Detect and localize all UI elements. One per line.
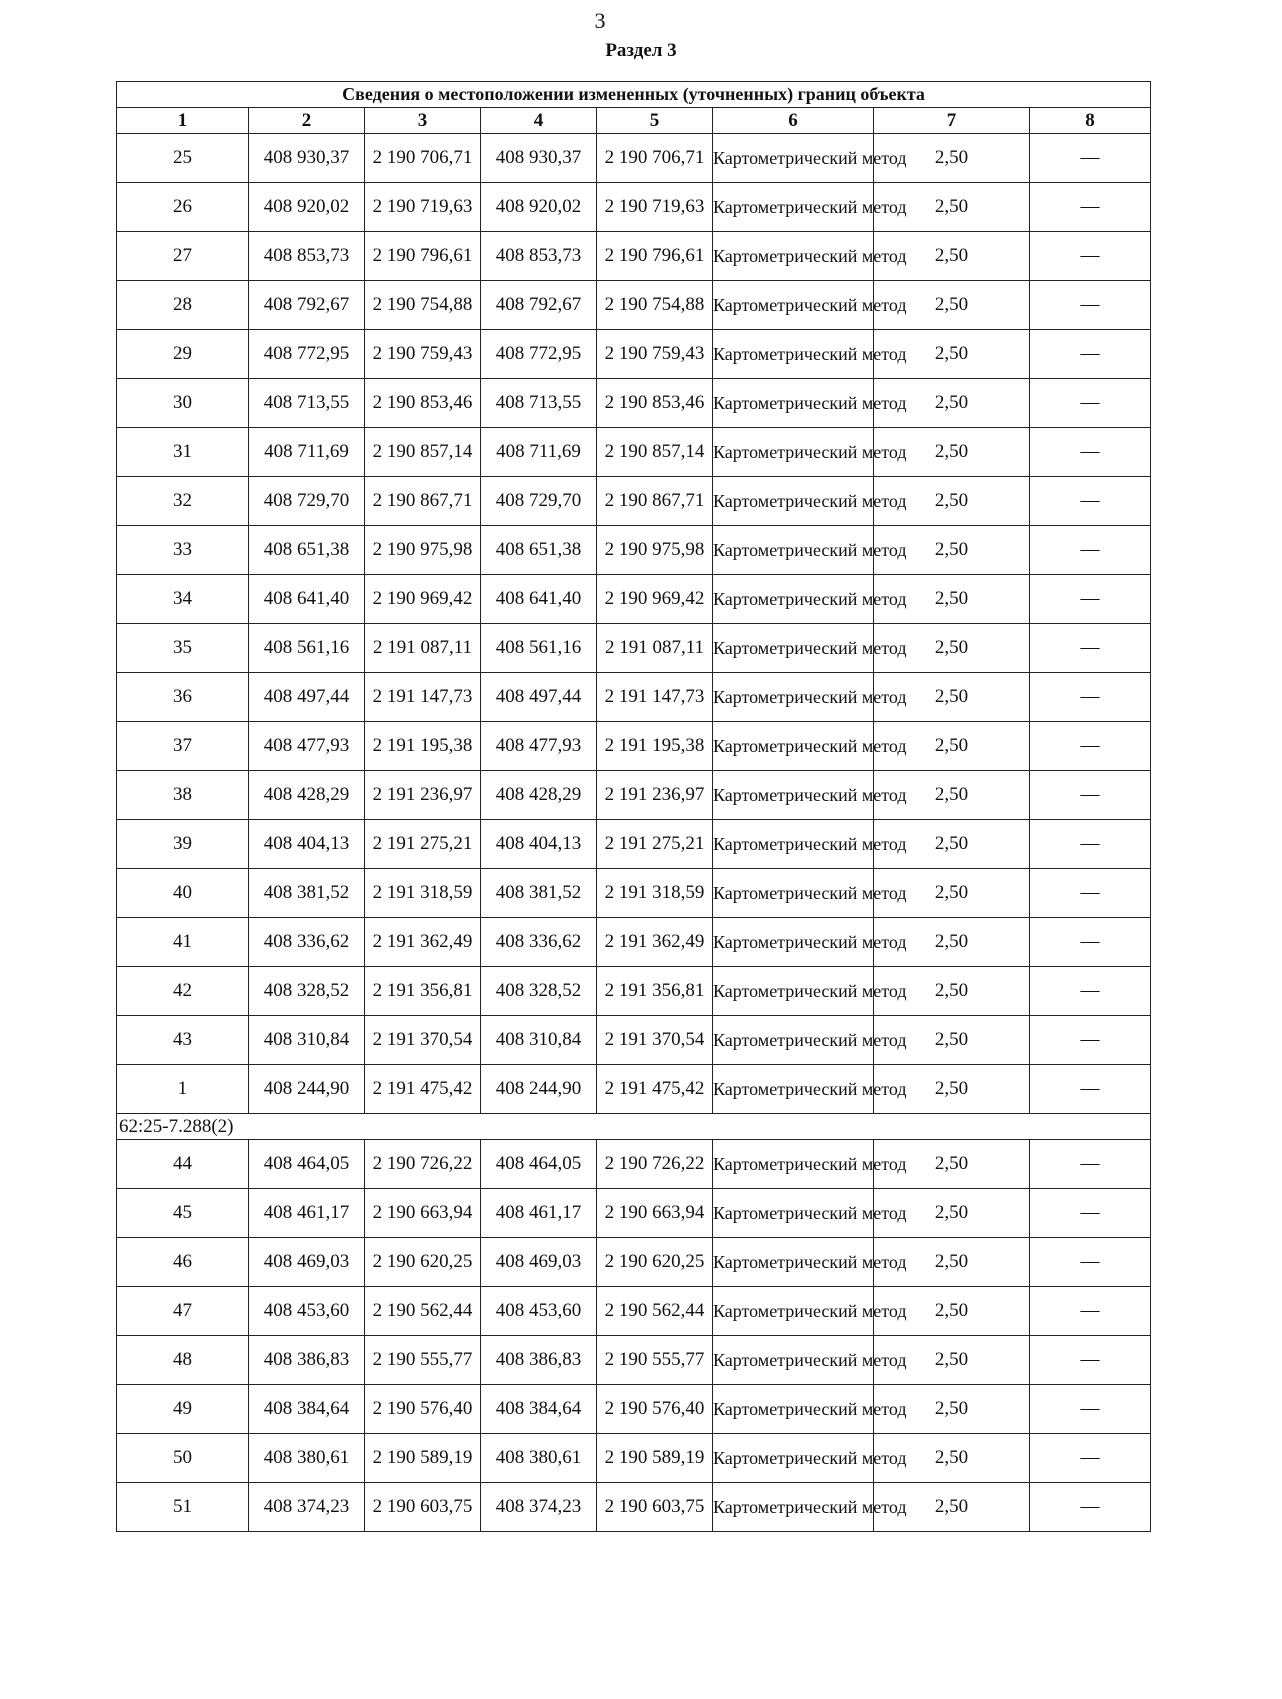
x-old-cell: 408 920,02 — [249, 183, 365, 232]
y-old-cell: 2 190 867,71 — [365, 477, 481, 526]
description-cell: — — [1030, 1140, 1151, 1189]
table-row — [117, 1238, 1151, 1287]
y-new-cell: 2 190 620,25 — [597, 1238, 713, 1287]
x-old-cell: 408 651,38 — [249, 526, 365, 575]
description-cell: — — [1030, 624, 1151, 673]
method-cell: Картометрический метод — [713, 477, 874, 526]
x-old-cell: 408 477,93 — [249, 722, 365, 771]
method-cell: Картометрический метод — [713, 281, 874, 330]
point-number-cell: 28 — [117, 281, 249, 330]
table-row — [117, 820, 1151, 869]
x-new-cell: 408 404,13 — [481, 820, 597, 869]
table-row — [117, 771, 1151, 820]
x-new-cell: 408 453,60 — [481, 1287, 597, 1336]
y-new-cell: 2 190 576,40 — [597, 1385, 713, 1434]
x-old-cell: 408 561,16 — [249, 624, 365, 673]
y-old-cell: 2 190 706,71 — [365, 134, 481, 183]
description-cell: — — [1030, 330, 1151, 379]
description-cell: — — [1030, 1238, 1151, 1287]
y-old-cell: 2 190 719,63 — [365, 183, 481, 232]
point-number-cell: 36 — [117, 673, 249, 722]
y-new-cell: 2 191 356,81 — [597, 967, 713, 1016]
accuracy-cell: 2,50 — [874, 1238, 1030, 1287]
x-new-cell: 408 477,93 — [481, 722, 597, 771]
x-new-cell: 408 380,61 — [481, 1434, 597, 1483]
description-cell: — — [1030, 1434, 1151, 1483]
x-new-cell: 408 428,29 — [481, 771, 597, 820]
point-number-cell: 35 — [117, 624, 249, 673]
point-number-cell: 32 — [117, 477, 249, 526]
method-cell: Картометрический метод — [713, 1189, 874, 1238]
column-number: 4 — [481, 108, 597, 134]
x-old-cell: 408 729,70 — [249, 477, 365, 526]
point-number-cell: 49 — [117, 1385, 249, 1434]
column-number: 3 — [365, 108, 481, 134]
y-old-cell: 2 191 087,11 — [365, 624, 481, 673]
accuracy-cell: 2,50 — [874, 1336, 1030, 1385]
point-number-cell: 50 — [117, 1434, 249, 1483]
method-cell: Картометрический метод — [713, 526, 874, 575]
y-old-cell: 2 190 620,25 — [365, 1238, 481, 1287]
group-label: 62:25-7.288(2) — [117, 1114, 1151, 1140]
table-row — [117, 1140, 1151, 1189]
x-new-cell: 408 310,84 — [481, 1016, 597, 1065]
x-new-cell: 408 641,40 — [481, 575, 597, 624]
method-cell: Картометрический метод — [713, 1065, 874, 1114]
y-old-cell: 2 191 362,49 — [365, 918, 481, 967]
y-old-cell: 2 190 796,61 — [365, 232, 481, 281]
x-new-cell: 408 464,05 — [481, 1140, 597, 1189]
description-cell: — — [1030, 869, 1151, 918]
method-cell: Картометрический метод — [713, 1483, 874, 1532]
accuracy-cell: 2,50 — [874, 428, 1030, 477]
column-number: 7 — [874, 108, 1030, 134]
method-cell: Картометрический метод — [713, 918, 874, 967]
point-number-cell: 27 — [117, 232, 249, 281]
description-cell: — — [1030, 183, 1151, 232]
x-old-cell: 408 428,29 — [249, 771, 365, 820]
accuracy-cell: 2,50 — [874, 1434, 1030, 1483]
point-number-cell: 26 — [117, 183, 249, 232]
description-cell: — — [1030, 918, 1151, 967]
method-cell: Картометрический метод — [713, 722, 874, 771]
y-new-cell: 2 190 603,75 — [597, 1483, 713, 1532]
column-number: 8 — [1030, 108, 1151, 134]
x-new-cell: 408 336,62 — [481, 918, 597, 967]
y-new-cell: 2 191 275,21 — [597, 820, 713, 869]
point-number-cell: 38 — [117, 771, 249, 820]
accuracy-cell: 2,50 — [874, 281, 1030, 330]
y-old-cell: 2 190 969,42 — [365, 575, 481, 624]
x-old-cell: 408 792,67 — [249, 281, 365, 330]
x-new-cell: 408 384,64 — [481, 1385, 597, 1434]
table-row — [117, 330, 1151, 379]
method-cell: Картометрический метод — [713, 1016, 874, 1065]
y-new-cell: 2 191 475,42 — [597, 1065, 713, 1114]
x-old-cell: 408 386,83 — [249, 1336, 365, 1385]
y-new-cell: 2 190 857,14 — [597, 428, 713, 477]
x-new-cell: 408 497,44 — [481, 673, 597, 722]
y-new-cell: 2 190 726,22 — [597, 1140, 713, 1189]
method-cell: Картометрический метод — [713, 1434, 874, 1483]
table-row — [117, 1065, 1151, 1114]
table-row — [117, 722, 1151, 771]
accuracy-cell: 2,50 — [874, 330, 1030, 379]
y-old-cell: 2 190 975,98 — [365, 526, 481, 575]
y-new-cell: 2 191 087,11 — [597, 624, 713, 673]
y-old-cell: 2 191 318,59 — [365, 869, 481, 918]
method-cell: Картометрический метод — [713, 379, 874, 428]
point-number-cell: 31 — [117, 428, 249, 477]
x-old-cell: 408 384,64 — [249, 1385, 365, 1434]
table-row — [117, 575, 1151, 624]
description-cell: — — [1030, 379, 1151, 428]
accuracy-cell: 2,50 — [874, 526, 1030, 575]
point-number-cell: 47 — [117, 1287, 249, 1336]
accuracy-cell: 2,50 — [874, 967, 1030, 1016]
y-new-cell: 2 191 370,54 — [597, 1016, 713, 1065]
x-new-cell: 408 920,02 — [481, 183, 597, 232]
point-number-cell: 39 — [117, 820, 249, 869]
x-old-cell: 408 328,52 — [249, 967, 365, 1016]
y-old-cell: 2 190 555,77 — [365, 1336, 481, 1385]
accuracy-cell: 2,50 — [874, 1189, 1030, 1238]
accuracy-cell: 2,50 — [874, 1016, 1030, 1065]
point-number-cell: 25 — [117, 134, 249, 183]
table-row — [117, 1189, 1151, 1238]
y-new-cell: 2 191 195,38 — [597, 722, 713, 771]
method-cell: Картометрический метод — [713, 1336, 874, 1385]
table-row — [117, 1434, 1151, 1483]
x-old-cell: 408 772,95 — [249, 330, 365, 379]
method-cell: Картометрический метод — [713, 428, 874, 477]
accuracy-cell: 2,50 — [874, 722, 1030, 771]
x-old-cell: 408 469,03 — [249, 1238, 365, 1287]
point-number-cell: 48 — [117, 1336, 249, 1385]
point-number-cell: 30 — [117, 379, 249, 428]
page-number: 3 — [594, 8, 606, 33]
x-new-cell: 408 386,83 — [481, 1336, 597, 1385]
description-cell: — — [1030, 428, 1151, 477]
table-row — [117, 918, 1151, 967]
section-title: Раздел 3 — [605, 40, 677, 61]
x-new-cell: 408 244,90 — [481, 1065, 597, 1114]
description-cell: — — [1030, 477, 1151, 526]
y-new-cell: 2 190 589,19 — [597, 1434, 713, 1483]
column-number: 5 — [597, 108, 713, 134]
column-number-row — [117, 108, 1151, 134]
y-old-cell: 2 190 603,75 — [365, 1483, 481, 1532]
x-new-cell: 408 853,73 — [481, 232, 597, 281]
x-old-cell: 408 380,61 — [249, 1434, 365, 1483]
accuracy-cell: 2,50 — [874, 1140, 1030, 1189]
accuracy-cell: 2,50 — [874, 1065, 1030, 1114]
table-row — [117, 869, 1151, 918]
description-cell: — — [1030, 722, 1151, 771]
point-number-cell: 34 — [117, 575, 249, 624]
point-number-cell: 40 — [117, 869, 249, 918]
description-cell: — — [1030, 1016, 1151, 1065]
y-new-cell: 2 190 754,88 — [597, 281, 713, 330]
x-new-cell: 408 713,55 — [481, 379, 597, 428]
table-row — [117, 1483, 1151, 1532]
method-cell: Картометрический метод — [713, 232, 874, 281]
accuracy-cell: 2,50 — [874, 477, 1030, 526]
x-old-cell: 408 374,23 — [249, 1483, 365, 1532]
description-cell: — — [1030, 1385, 1151, 1434]
y-new-cell: 2 190 719,63 — [597, 183, 713, 232]
accuracy-cell: 2,50 — [874, 1287, 1030, 1336]
method-cell: Картометрический метод — [713, 1238, 874, 1287]
description-cell: — — [1030, 771, 1151, 820]
accuracy-cell: 2,50 — [874, 134, 1030, 183]
column-number: 1 — [117, 108, 249, 134]
table-row — [117, 379, 1151, 428]
y-old-cell: 2 190 726,22 — [365, 1140, 481, 1189]
y-new-cell: 2 190 975,98 — [597, 526, 713, 575]
x-new-cell: 408 729,70 — [481, 477, 597, 526]
accuracy-cell: 2,50 — [874, 183, 1030, 232]
table-row — [117, 1385, 1151, 1434]
x-old-cell: 408 713,55 — [249, 379, 365, 428]
y-new-cell: 2 191 318,59 — [597, 869, 713, 918]
x-new-cell: 408 930,37 — [481, 134, 597, 183]
table-row — [117, 183, 1151, 232]
x-new-cell: 408 711,69 — [481, 428, 597, 477]
y-old-cell: 2 191 275,21 — [365, 820, 481, 869]
x-old-cell: 408 244,90 — [249, 1065, 365, 1114]
y-new-cell: 2 191 236,97 — [597, 771, 713, 820]
y-old-cell: 2 190 759,43 — [365, 330, 481, 379]
table-row — [117, 1016, 1151, 1065]
method-cell: Картометрический метод — [713, 1287, 874, 1336]
method-cell: Картометрический метод — [713, 624, 874, 673]
method-cell: Картометрический метод — [713, 673, 874, 722]
x-old-cell: 408 930,37 — [249, 134, 365, 183]
point-number-cell: 29 — [117, 330, 249, 379]
y-old-cell: 2 191 475,42 — [365, 1065, 481, 1114]
description-cell: — — [1030, 673, 1151, 722]
y-old-cell: 2 191 370,54 — [365, 1016, 481, 1065]
column-number: 6 — [713, 108, 874, 134]
x-old-cell: 408 711,69 — [249, 428, 365, 477]
x-old-cell: 408 381,52 — [249, 869, 365, 918]
y-new-cell: 2 190 706,71 — [597, 134, 713, 183]
method-cell: Картометрический метод — [713, 183, 874, 232]
accuracy-cell: 2,50 — [874, 869, 1030, 918]
y-new-cell: 2 190 853,46 — [597, 379, 713, 428]
x-new-cell: 408 328,52 — [481, 967, 597, 1016]
method-cell: Картометрический метод — [713, 575, 874, 624]
y-old-cell: 2 191 195,38 — [365, 722, 481, 771]
table-caption-row — [117, 82, 1151, 108]
y-new-cell: 2 190 969,42 — [597, 575, 713, 624]
boundary-coordinates-table — [116, 81, 1151, 1532]
accuracy-cell: 2,50 — [874, 1385, 1030, 1434]
point-number-cell: 37 — [117, 722, 249, 771]
y-new-cell: 2 190 759,43 — [597, 330, 713, 379]
description-cell: — — [1030, 1065, 1151, 1114]
description-cell: — — [1030, 820, 1151, 869]
x-new-cell: 408 461,17 — [481, 1189, 597, 1238]
x-old-cell: 408 336,62 — [249, 918, 365, 967]
y-new-cell: 2 190 867,71 — [597, 477, 713, 526]
x-old-cell: 408 853,73 — [249, 232, 365, 281]
x-new-cell: 408 561,16 — [481, 624, 597, 673]
group-header-row — [117, 1114, 1151, 1140]
x-new-cell: 408 469,03 — [481, 1238, 597, 1287]
description-cell: — — [1030, 575, 1151, 624]
y-old-cell: 2 190 589,19 — [365, 1434, 481, 1483]
method-cell: Картометрический метод — [713, 771, 874, 820]
description-cell: — — [1030, 967, 1151, 1016]
y-new-cell: 2 190 555,77 — [597, 1336, 713, 1385]
description-cell: — — [1030, 1483, 1151, 1532]
x-new-cell: 408 792,67 — [481, 281, 597, 330]
table-row — [117, 673, 1151, 722]
point-number-cell: 42 — [117, 967, 249, 1016]
x-old-cell: 408 404,13 — [249, 820, 365, 869]
y-old-cell: 2 190 576,40 — [365, 1385, 481, 1434]
point-number-cell: 44 — [117, 1140, 249, 1189]
y-old-cell: 2 191 356,81 — [365, 967, 481, 1016]
accuracy-cell: 2,50 — [874, 232, 1030, 281]
method-cell: Картометрический метод — [713, 967, 874, 1016]
description-cell: — — [1030, 1336, 1151, 1385]
method-cell: Картометрический метод — [713, 1140, 874, 1189]
description-cell: — — [1030, 1287, 1151, 1336]
description-cell: — — [1030, 526, 1151, 575]
y-old-cell: 2 190 663,94 — [365, 1189, 481, 1238]
x-new-cell: 408 374,23 — [481, 1483, 597, 1532]
y-new-cell: 2 191 147,73 — [597, 673, 713, 722]
method-cell: Картометрический метод — [713, 1385, 874, 1434]
accuracy-cell: 2,50 — [874, 1483, 1030, 1532]
accuracy-cell: 2,50 — [874, 820, 1030, 869]
x-old-cell: 408 461,17 — [249, 1189, 365, 1238]
method-cell: Картометрический метод — [713, 820, 874, 869]
x-old-cell: 408 497,44 — [249, 673, 365, 722]
description-cell: — — [1030, 232, 1151, 281]
point-number-cell: 33 — [117, 526, 249, 575]
x-old-cell: 408 641,40 — [249, 575, 365, 624]
point-number-cell: 1 — [117, 1065, 249, 1114]
y-new-cell: 2 191 362,49 — [597, 918, 713, 967]
point-number-cell: 41 — [117, 918, 249, 967]
x-old-cell: 408 453,60 — [249, 1287, 365, 1336]
accuracy-cell: 2,50 — [874, 624, 1030, 673]
x-new-cell: 408 651,38 — [481, 526, 597, 575]
table-row — [117, 1336, 1151, 1385]
x-new-cell: 408 381,52 — [481, 869, 597, 918]
method-cell: Картометрический метод — [713, 330, 874, 379]
method-cell: Картометрический метод — [713, 869, 874, 918]
table-row — [117, 624, 1151, 673]
table-row — [117, 134, 1151, 183]
y-old-cell: 2 190 754,88 — [365, 281, 481, 330]
point-number-cell: 46 — [117, 1238, 249, 1287]
column-number: 2 — [249, 108, 365, 134]
table-row — [117, 477, 1151, 526]
y-old-cell: 2 190 562,44 — [365, 1287, 481, 1336]
x-old-cell: 408 310,84 — [249, 1016, 365, 1065]
y-old-cell: 2 190 857,14 — [365, 428, 481, 477]
point-number-cell: 43 — [117, 1016, 249, 1065]
accuracy-cell: 2,50 — [874, 379, 1030, 428]
table-body — [117, 134, 1151, 1532]
accuracy-cell: 2,50 — [874, 918, 1030, 967]
y-old-cell: 2 190 853,46 — [365, 379, 481, 428]
point-number-cell: 51 — [117, 1483, 249, 1532]
point-number-cell: 45 — [117, 1189, 249, 1238]
y-new-cell: 2 190 562,44 — [597, 1287, 713, 1336]
accuracy-cell: 2,50 — [874, 673, 1030, 722]
y-new-cell: 2 190 663,94 — [597, 1189, 713, 1238]
y-old-cell: 2 191 147,73 — [365, 673, 481, 722]
y-new-cell: 2 190 796,61 — [597, 232, 713, 281]
method-cell: Картометрический метод — [713, 134, 874, 183]
description-cell: — — [1030, 281, 1151, 330]
table-row — [117, 967, 1151, 1016]
accuracy-cell: 2,50 — [874, 575, 1030, 624]
table-row — [117, 1287, 1151, 1336]
x-old-cell: 408 464,05 — [249, 1140, 365, 1189]
description-cell: — — [1030, 134, 1151, 183]
accuracy-cell: 2,50 — [874, 771, 1030, 820]
table-row — [117, 526, 1151, 575]
table-row — [117, 281, 1151, 330]
y-old-cell: 2 191 236,97 — [365, 771, 481, 820]
x-new-cell: 408 772,95 — [481, 330, 597, 379]
table-row — [117, 428, 1151, 477]
table-caption: Сведения о местоположении измененных (уточненных) границ объекта — [117, 82, 1151, 108]
table-row — [117, 232, 1151, 281]
description-cell: — — [1030, 1189, 1151, 1238]
